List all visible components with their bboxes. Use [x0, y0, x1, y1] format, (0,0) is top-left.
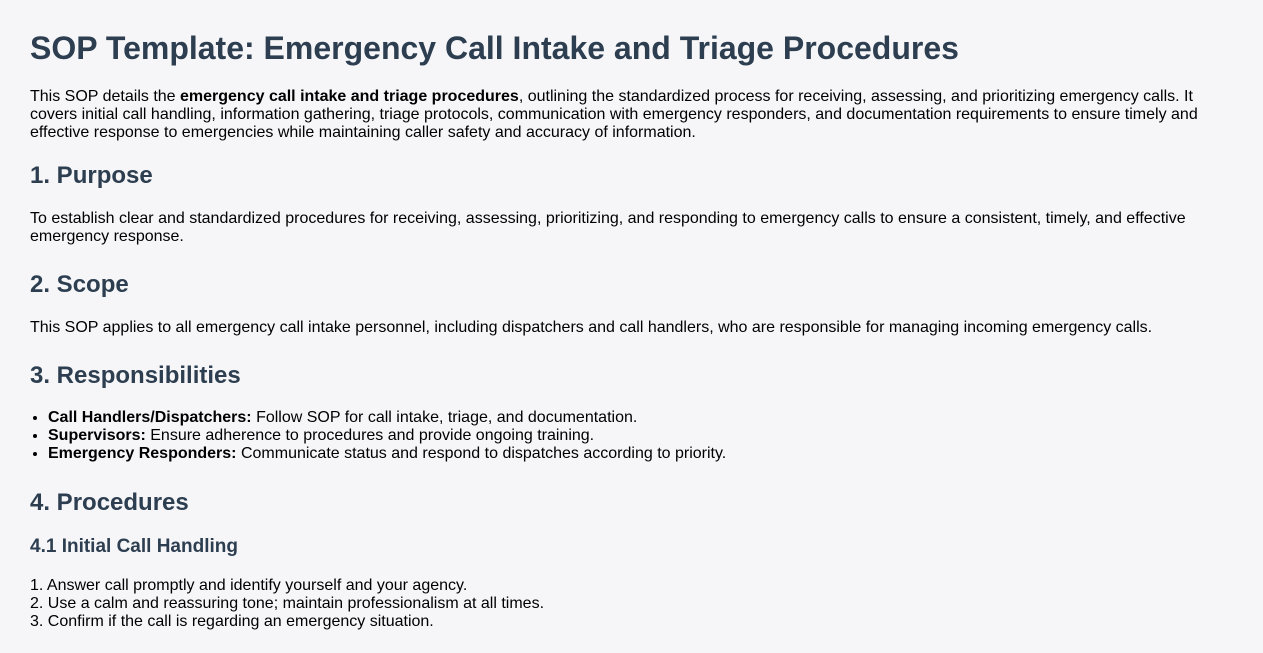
responsibilities-heading: 3. Responsibilities	[30, 362, 241, 389]
procedure-step: 1. Answer call promptly and identify yourself and your agency.	[30, 577, 468, 594]
responsibility-text: Follow SOP for call intake, triage, and documentation.	[251, 409, 638, 426]
intro-text-before: This SOP details the	[30, 88, 180, 105]
scope-heading: 2. Scope	[30, 271, 129, 298]
responsibility-text: Communicate status and respond to dispatches according to priority.	[236, 445, 727, 462]
intro-paragraph	[30, 88, 1230, 142]
page-title: SOP Template: Emergency Call Intake and Triage Procedures	[30, 30, 959, 66]
procedures-subheading: 4.1 Initial Call Handling	[30, 536, 238, 557]
list-item	[48, 427, 726, 445]
purpose-text: To establish clear and standardized procedures for receiving, assessing, prioritizing, and responding to emergency calls to ensure a consistent, timely, and effective emergency response.	[30, 210, 1186, 245]
purpose-heading: 1. Purpose	[30, 162, 153, 189]
intro-text-after: , outlining the standardized process for receiving, assessing, and prioritizing emergency calls. It covers initial call handling, information gathering, triage protocols, communication with emergency responders, and documentation requirements to ensure timely and effective response to emergencies while maintaining caller safety and accuracy of information.	[30, 88, 1198, 141]
responsibility-role: Emergency Responders:	[48, 445, 237, 462]
responsibility-role: Call Handlers/Dispatchers:	[48, 409, 252, 426]
procedure-steps	[30, 577, 544, 631]
scope-text: This SOP applies to all emergency call intake personnel, including dispatchers and call handlers, who are responsible for managing incoming emergency calls.	[30, 319, 1153, 336]
intro-text-bold: emergency call intake and triage procedures	[180, 88, 519, 105]
responsibility-text: Ensure adherence to procedures and provide ongoing training.	[145, 427, 595, 444]
list-item	[48, 445, 726, 463]
procedure-step: 2. Use a calm and reassuring tone; maintain professionalism at all times.	[30, 595, 545, 612]
responsibility-role: Supervisors:	[48, 427, 146, 444]
responsibilities-list	[30, 409, 726, 463]
procedure-step: 3. Confirm if the call is regarding an emergency situation.	[30, 613, 434, 630]
list-item	[48, 409, 726, 427]
procedures-heading: 4. Procedures	[30, 489, 189, 516]
